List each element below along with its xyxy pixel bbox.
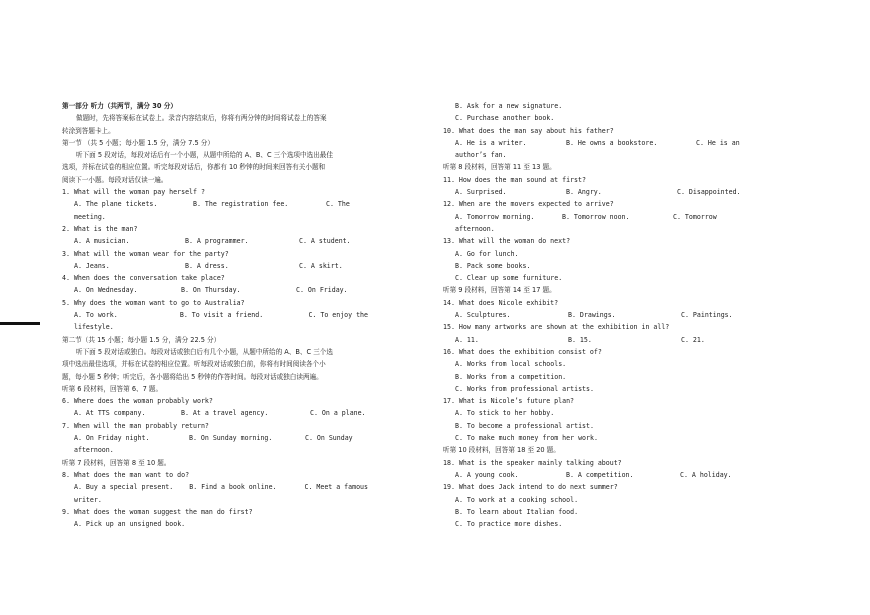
option-b: B. To become a professional artist. <box>455 421 594 430</box>
material-heading: 听第 8 段材料，回答第 11 至 13 题。 <box>443 163 556 172</box>
question-stem: 3. What will the woman wear for the party? <box>62 249 229 258</box>
section1-intro: 阅读下一小题。每段对话仅读一遍。 <box>62 175 168 184</box>
option-c: C. He is an <box>696 138 740 147</box>
question-stem: 6. Where does the woman probably work? <box>62 397 213 406</box>
section1-intro: 选项，并标在试卷的相应位置。听完每段对话后，你都有 10 秒钟的时间来回答有关小题和 <box>62 163 326 172</box>
question-stem: 5. Why does the woman want to go to Australia? <box>62 298 245 307</box>
options-row <box>62 309 368 321</box>
section1-heading: 第一节 （共 5 小题；每小题 1.5 分，满分 7.5 分） <box>62 138 214 147</box>
question-stem: 10. What does the man say about his father? <box>443 126 614 135</box>
question-stem: 18. What is the speaker mainly talking about? <box>443 458 622 467</box>
options-row <box>62 284 368 296</box>
option-b: B. On Sunday morning. <box>189 434 273 443</box>
option-a: A. A young cook. <box>455 470 519 479</box>
option-b: B. Find a book online. <box>189 483 277 492</box>
options-row <box>62 198 368 210</box>
option-b: B. At a travel agency. <box>181 409 269 418</box>
options-row <box>443 334 749 346</box>
option-c: C. A student. <box>299 237 351 246</box>
options-row <box>443 137 749 149</box>
option-b: B. 15. <box>568 335 592 344</box>
option-a: A. To work. <box>74 311 118 320</box>
option-c: C. To make much money from her work. <box>455 434 598 443</box>
option-b: B. Pack some books. <box>455 261 531 270</box>
part1-intro: 做题时，先将答案标在试卷上。录音内容结束后，你将有两分钟的时间将试卷上的答案 <box>76 114 327 123</box>
option-b: B. Angry. <box>566 188 602 197</box>
options-row <box>62 481 368 493</box>
part1-intro: 转涂到答题卡上。 <box>62 126 115 135</box>
option-c: C. 21. <box>681 335 705 344</box>
option-b: B. To visit a friend. <box>179 311 264 320</box>
options-row <box>62 432 368 444</box>
option-a: A. A musician. <box>74 237 130 246</box>
options-row <box>62 235 368 247</box>
option-b: B. On Thursday. <box>181 286 241 295</box>
question-stem: 16. What does the exhibition consist of? <box>443 347 602 356</box>
option-c: C. A skirt. <box>299 261 343 270</box>
question-stem: 7. When will the man probably return? <box>62 421 209 430</box>
option-c-wrap: afternoon. <box>74 446 114 455</box>
option-b: B. Tomorrow noon. <box>562 212 630 221</box>
option-c: C. A holiday. <box>680 470 732 479</box>
option-c: C. Paintings. <box>681 311 733 320</box>
option-c: C. The <box>326 200 350 209</box>
option-a: A. Buy a special present. <box>74 483 174 492</box>
option-c: C. Disappointed. <box>677 188 741 197</box>
option-a: A. To work at a cooking school. <box>455 495 579 504</box>
option-b: B. Works from a competition. <box>455 372 567 381</box>
option-b: B. Ask for a new signature. <box>455 102 563 110</box>
question-stem: 8. What does the man want to do? <box>62 470 190 479</box>
option-b: B. A competition. <box>566 470 634 479</box>
options-row <box>443 186 749 198</box>
option-b: B. To learn about Italian food. <box>455 507 579 516</box>
option-c-wrap: afternoon. <box>455 224 495 233</box>
option-a: A. 11. <box>455 335 479 344</box>
option-a: A. On Wednesday. <box>74 286 138 295</box>
option-b: B. The registration fee. <box>193 200 289 209</box>
option-a: A. Jeans. <box>74 261 110 270</box>
option-c: C. Meet a famous <box>304 483 368 492</box>
option-c: C. Clear up some furniture. <box>455 274 563 283</box>
option-c: C. On a plane. <box>310 409 366 418</box>
option-c: C. Purchase another book. <box>455 114 555 123</box>
option-a: A. He is a writer. <box>455 138 527 147</box>
part1-heading: 第一部分 听力（共两节，满分 30 分） <box>62 102 177 110</box>
option-c-wrap: writer. <box>74 495 102 504</box>
options-row <box>62 260 368 272</box>
option-c: C. To enjoy the <box>308 311 368 320</box>
question-stem: 11. How does the man sound at first? <box>443 175 586 184</box>
options-row <box>443 469 749 481</box>
option-a: A. At TTS company. <box>74 409 146 418</box>
left-column <box>62 100 368 530</box>
question-stem: 9. What does the woman suggest the man do first? <box>62 507 253 516</box>
option-a: A. Sculptures. <box>455 311 511 320</box>
option-c: C. Works from professional artists. <box>455 384 594 393</box>
option-c-wrap: author’s fan. <box>455 151 507 160</box>
question-stem: 19. What does Jack intend to do next summer? <box>443 483 618 492</box>
material-heading: 听第 10 段材料，回答第 18 至 20 题。 <box>443 446 560 455</box>
question-stem: 4. When does the conversation take place? <box>62 274 225 283</box>
margin-mark <box>0 322 40 325</box>
option-c: C. On Friday. <box>296 286 348 295</box>
material-heading: 听第 9 段材料，回答第 14 至 17 题。 <box>443 286 556 295</box>
question-stem: 12. When are the movers expected to arrive? <box>443 200 614 209</box>
option-a: A. Works from local schools. <box>455 360 567 369</box>
options-row <box>62 407 368 419</box>
option-a: A. The plane tickets. <box>74 200 158 209</box>
option-a: A. Go for lunch. <box>455 249 519 258</box>
options-row <box>443 211 749 223</box>
question-stem: 14. What does Nicole exhibit? <box>443 298 559 307</box>
section1-intro: 听下面 5 段对话，每段对话后有一个小题，从题中所给的 A、B、C 三个选项中选出最佳 <box>76 151 333 160</box>
question-stem: 15. How many artworks are shown at the exhibition in all? <box>443 323 670 332</box>
option-a: A. On Friday night. <box>74 434 150 443</box>
option-a: A. Tomorrow morning. <box>455 212 535 221</box>
options-row <box>443 309 749 321</box>
option-b: B. Drawings. <box>568 311 616 320</box>
option-c: C. To practice more dishes. <box>455 520 563 529</box>
material-heading: 听第 7 段材料，回答第 8 至 10 题。 <box>62 458 171 467</box>
option-c: C. Tomorrow <box>673 212 717 221</box>
option-b: B. He owns a bookstore. <box>566 138 658 147</box>
option-b: B. A dress. <box>185 261 229 270</box>
option-b: B. A programmer. <box>185 237 249 246</box>
option-a: A. To stick to her hobby. <box>455 409 555 418</box>
section2-intro: 题，每小题 5 秒钟；听完后，各小题将给出 5 秒钟的作答时间。每段对话或独白读两遍。 <box>62 372 323 381</box>
option-c: C. On Sunday <box>305 434 353 443</box>
option-c-wrap: lifestyle. <box>74 323 114 332</box>
section2-intro: 项中选出最佳选项，并标在试卷的相应位置。听每段对话或独白前，你将有时间阅读各个小 <box>62 360 326 369</box>
question-stem: 13. What will the woman do next? <box>443 237 571 246</box>
material-heading: 听第 6 段材料，回答第 6、7 题。 <box>62 384 163 393</box>
section2-intro: 听下面 5 段对话或独白。每段对话或独白后有几个小题，从题中所给的 A、B、C 三个选 <box>76 347 333 356</box>
option-c-wrap: meeting. <box>74 212 106 221</box>
option-a: A. Surprised. <box>455 188 507 197</box>
question-stem: 17. What is Nicole’s future plan? <box>443 397 575 406</box>
section2-heading: 第二节（共 15 小题；每小题 1.5 分，满分 22.5 分） <box>62 335 221 344</box>
right-column <box>443 100 749 530</box>
question-stem: 1. What will the woman pay herself ? <box>62 188 205 197</box>
question-stem: 2. What is the man? <box>62 224 138 233</box>
option-a: A. Pick up an unsigned book. <box>74 520 186 529</box>
